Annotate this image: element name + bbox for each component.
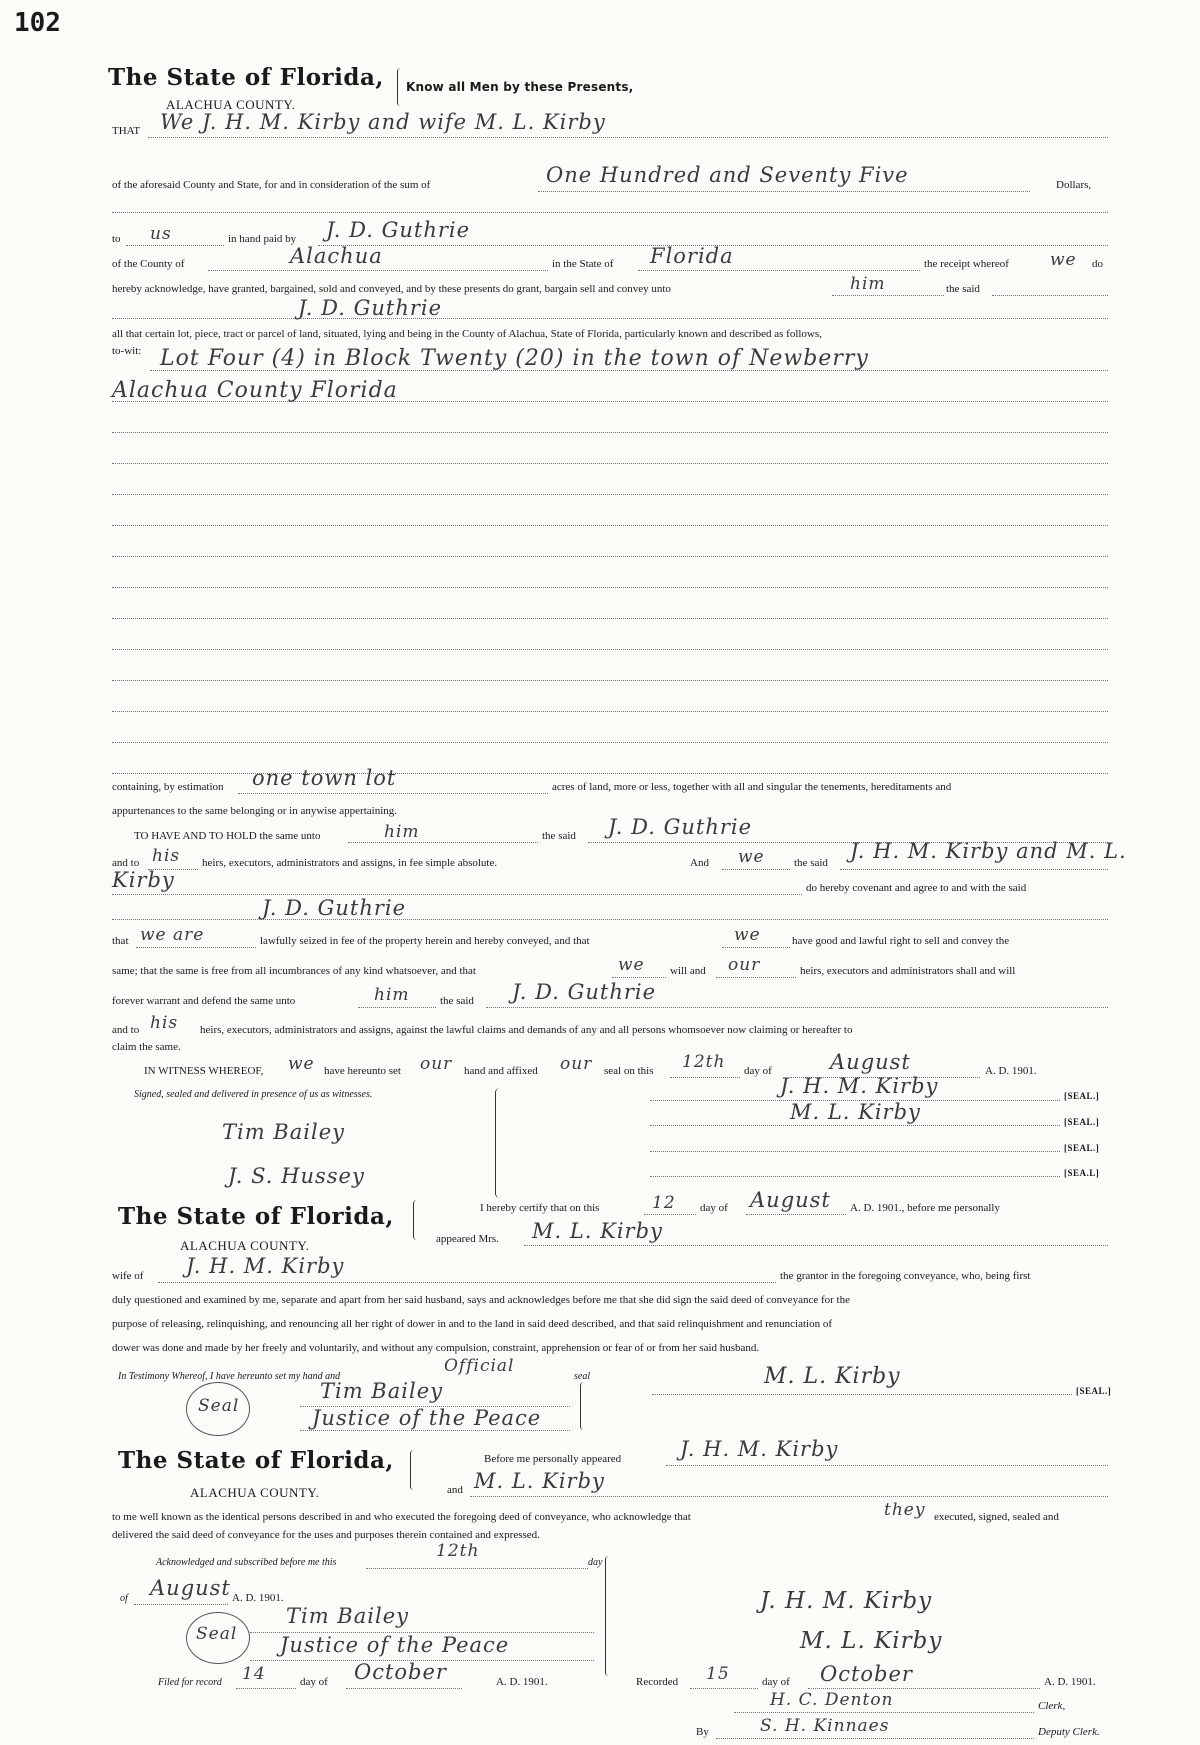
notary-stamp-text-1: Seal xyxy=(198,1396,240,1416)
ack-ad-label: A. D. 1901. xyxy=(232,1592,284,1604)
will-handwritten: we xyxy=(618,955,645,975)
wife-month-handwritten: August xyxy=(750,1188,831,1212)
wife-ack-county: ALACHUA COUNTY. xyxy=(180,1238,310,1253)
rule xyxy=(238,793,548,794)
rule xyxy=(644,1214,696,1215)
ack-and-handwritten: M. L. Kirby xyxy=(474,1469,605,1493)
have-good-handwritten: we xyxy=(734,925,761,945)
the-said-label: the said xyxy=(946,283,980,295)
wife-signature-handwritten: M. L. Kirby xyxy=(764,1364,901,1389)
delivered-text: delivered the said deed of conveyance for the uses and purposes therein contained and expressed. xyxy=(112,1529,540,1541)
have-handwritten: him xyxy=(384,822,420,842)
unto-handwritten: him xyxy=(850,274,886,294)
before-handwritten: J. H. M. Kirby xyxy=(680,1437,839,1461)
same-free-text: same; that the same is free from all incumbrances of any kind whatsoever, and that xyxy=(112,965,476,977)
rule xyxy=(638,270,920,271)
rule xyxy=(112,463,1108,464)
deputy-label: Deputy Clerk. xyxy=(1038,1726,1100,1738)
recorded-day-handwritten: 15 xyxy=(706,1664,730,1684)
notary-stamp-text-2: Seal xyxy=(196,1624,238,1644)
rule xyxy=(734,1712,1034,1713)
rule xyxy=(148,137,1108,138)
day-of-label: day of xyxy=(744,1065,772,1077)
rule xyxy=(992,295,1108,296)
have-set-text: have hereunto set xyxy=(324,1065,401,1077)
that-label: THAT xyxy=(112,125,141,137)
rule xyxy=(366,1568,588,1569)
deputy-handwritten: S. H. Kinnaes xyxy=(760,1716,890,1736)
recorded-month-handwritten: October xyxy=(820,1662,913,1686)
rule xyxy=(158,1282,776,1283)
wife-of-label: wife of xyxy=(112,1270,144,1282)
seal-1: [SEAL.] xyxy=(1064,1091,1100,1101)
grantee-handwritten: J. D. Guthrie xyxy=(298,296,443,320)
rule xyxy=(840,869,1108,870)
witness-2-handwritten: J. S. Hussey xyxy=(228,1164,365,1188)
seized-handwritten: we are xyxy=(140,925,205,945)
page-number: 102 xyxy=(14,8,61,38)
county-label: ALACHUA COUNTY. xyxy=(166,97,296,112)
known-text: to me well known as the identical persons described in and who executed the foregoing deed of conveyance, who acknowledge that xyxy=(112,1511,691,1523)
our-hand-handwritten: our xyxy=(420,1054,453,1074)
seal-4: [SEA.L] xyxy=(1064,1168,1100,1178)
rule xyxy=(650,1151,1060,1152)
state-handwritten: Florida xyxy=(650,244,734,268)
wife-ad-before: A. D. 1901., before me personally xyxy=(850,1202,1000,1214)
rule xyxy=(348,842,538,843)
rule xyxy=(112,680,1108,681)
filed-day-handwritten: 14 xyxy=(242,1664,266,1684)
rule xyxy=(112,494,1108,495)
will-and-text: will and xyxy=(670,965,706,977)
rule xyxy=(524,1245,1108,1246)
wife-para-2: purpose of releasing, relinquishing, and renouncing all her right of dower in and to the land in said deed described, and that said relinquishment and renunciation of xyxy=(112,1318,832,1330)
wife-ack-brace xyxy=(413,1200,420,1240)
certify-text: I hereby certify that on this xyxy=(480,1202,600,1214)
rule xyxy=(208,270,548,271)
the-said-label-3: the said xyxy=(794,857,828,869)
covenant-name-handwritten: J. H. M. Kirby and M. L. xyxy=(850,839,1127,863)
executed-text: executed, signed, sealed and xyxy=(934,1511,1059,1523)
wife-day-of: day of xyxy=(700,1202,728,1214)
the-said-label-4: the said xyxy=(440,995,474,1007)
have-good-text: have good and lawful right to sell and convey the xyxy=(792,935,1010,947)
seal-word: seal xyxy=(574,1371,591,1382)
ack-brace xyxy=(410,1450,417,1490)
and-we-handwritten: we xyxy=(738,847,765,867)
rule xyxy=(690,1688,758,1689)
rule xyxy=(346,1688,462,1689)
rule xyxy=(236,1688,296,1689)
to-handwritten: us xyxy=(150,224,172,244)
rule xyxy=(470,1496,1108,1497)
to-label: to xyxy=(112,233,121,245)
before-me-text: Before me personally appeared xyxy=(484,1453,622,1465)
rule xyxy=(716,977,796,978)
rule xyxy=(746,1214,846,1215)
heirs-exec-text: heirs, executors and administrators shall and will xyxy=(800,965,1016,977)
his-handwritten: his xyxy=(152,846,181,866)
our-seal-handwritten: our xyxy=(560,1054,593,1074)
witness-we-handwritten: we xyxy=(288,1054,315,1074)
witness-brace xyxy=(495,1088,504,1198)
wife-para-1: duly questioned and examined by me, separate and apart from her said husband, says and acknowledges before me that she did sign the said deed of conveyance for the xyxy=(112,1294,850,1306)
ack-and-label: and xyxy=(447,1484,463,1496)
hand-affixed-text: hand and affixed xyxy=(464,1065,538,1077)
consideration-text: of the aforesaid County and State, for and in consideration of the sum of xyxy=(112,179,431,191)
they-handwritten: they xyxy=(884,1500,926,1520)
rule xyxy=(358,1007,436,1008)
rule xyxy=(652,1394,1072,1395)
heirs-against-text: heirs, executors, administrators and assigns, against the lawful claims and demands of any and all persons whomsoever now claiming or hereafter to xyxy=(200,1024,853,1036)
ack-state-header: The State of Florida, xyxy=(118,1447,394,1474)
covenant-text: do hereby covenant and agree to and with the said xyxy=(806,882,1027,894)
dollars-label: Dollars, xyxy=(1056,179,1092,191)
rule xyxy=(722,869,790,870)
lawfully-text: lawfully seized in fee of the property herein and hereby conveyed, and that xyxy=(260,935,590,947)
defend-name-handwritten: J. D. Guthrie xyxy=(512,980,657,1004)
rule xyxy=(112,556,1108,557)
covenant-name-2-handwritten: Kirby xyxy=(112,868,175,892)
ack-month-handwritten: August xyxy=(150,1576,231,1600)
clerk-handwritten: H. C. Denton xyxy=(770,1690,894,1710)
rule xyxy=(112,587,1108,588)
header-brace xyxy=(397,68,404,106)
ack-officer-handwritten: Tim Bailey xyxy=(286,1604,409,1628)
grantor-handwritten: We J. H. M. Kirby and wife M. L. Kirby xyxy=(160,110,606,134)
ack-brace-2 xyxy=(605,1556,612,1676)
ad-label: A. D. 1901. xyxy=(985,1065,1037,1077)
ack-of-word: of xyxy=(120,1593,128,1604)
official-handwritten: Official xyxy=(444,1356,515,1376)
rule xyxy=(112,742,1108,743)
and-label: And xyxy=(690,857,709,869)
rule xyxy=(722,947,790,948)
defend-unto-handwritten: him xyxy=(374,985,410,1005)
witness-1-handwritten: Tim Bailey xyxy=(222,1120,345,1144)
paid-by-handwritten: J. D. Guthrie xyxy=(326,218,471,242)
know-all-men: Know all Men by these Presents, xyxy=(406,80,634,94)
rule xyxy=(808,1688,1040,1689)
grantor-text: the grantor in the foregoing conveyance, who, being first xyxy=(780,1270,1031,1282)
rule xyxy=(486,1007,1108,1008)
rule xyxy=(112,649,1108,650)
appeared-text: appeared Mrs. xyxy=(436,1233,499,1245)
rule xyxy=(134,1604,228,1605)
wife-seal: [SEAL.] xyxy=(1076,1386,1112,1396)
rule xyxy=(112,894,802,895)
filed-day-of: day of xyxy=(300,1676,328,1688)
rule xyxy=(832,295,944,296)
containing-text: containing, by estimation xyxy=(112,781,224,793)
to-wit-label: to-wit: xyxy=(112,345,142,357)
all-that-text: all that certain lot, piece, tract or parcel of land, situated, lying and being in the County of Alachua, State of Florida, particularly known and described as follows, xyxy=(112,328,822,340)
ack-day-handwritten: 12th xyxy=(436,1541,480,1561)
month-handwritten: August xyxy=(830,1050,911,1074)
wife-of-handwritten: J. H. M. Kirby xyxy=(186,1254,345,1278)
rule xyxy=(650,1125,1060,1126)
to-have-text: TO HAVE AND TO HOLD the same unto xyxy=(134,830,321,842)
claim-same-text: claim the same. xyxy=(112,1041,181,1053)
rule xyxy=(112,618,1108,619)
wife-day-handwritten: 12 xyxy=(652,1193,676,1213)
rule xyxy=(112,525,1108,526)
rule xyxy=(670,1077,740,1078)
seal-2: [SEAL.] xyxy=(1064,1117,1100,1127)
forever-text: forever warrant and defend the same unto xyxy=(112,995,296,1007)
wife-title-handwritten: Justice of the Peace xyxy=(312,1406,542,1430)
rule xyxy=(112,432,1108,433)
his-2-handwritten: his xyxy=(150,1013,179,1033)
and-to-label-2: and to xyxy=(112,1024,140,1036)
description-line-2: Alachua County Florida xyxy=(112,378,398,403)
ack-county: ALACHUA COUNTY. xyxy=(190,1485,320,1500)
ack-title-handwritten: Justice of the Peace xyxy=(280,1633,510,1657)
wife-officer-handwritten: Tim Bailey xyxy=(320,1379,443,1403)
rule xyxy=(300,1430,570,1431)
rule xyxy=(612,977,666,978)
county-handwritten: Alachua xyxy=(290,244,383,268)
do-label: do xyxy=(1092,258,1103,270)
rule xyxy=(112,212,1108,213)
filed-text: Filed for record xyxy=(158,1677,222,1688)
our-handwritten: our xyxy=(728,955,761,975)
ack-day-word: day xyxy=(588,1557,603,1568)
have-name-handwritten: J. D. Guthrie xyxy=(608,815,753,839)
in-state-label: in the State of xyxy=(552,258,614,270)
wife-ack-state-header: The State of Florida, xyxy=(118,1203,394,1230)
recorded-text: Recorded xyxy=(636,1676,679,1688)
receipt-handwritten: we xyxy=(1050,250,1077,270)
rule xyxy=(136,947,256,948)
filed-month-handwritten: October xyxy=(354,1660,447,1684)
and-to-label: and to xyxy=(112,857,140,869)
clerk-label: Clerk, xyxy=(1038,1700,1066,1712)
description-line-1: Lot Four (4) in Block Twenty (20) in the town of Newberry xyxy=(160,346,869,371)
seal-3: [SEAL.] xyxy=(1064,1143,1100,1153)
day-handwritten: 12th xyxy=(682,1052,726,1072)
rule xyxy=(112,318,1108,319)
containing-handwritten: one town lot xyxy=(252,766,397,790)
appurtenances-text: appurtenances to the same belonging or in anywise appertaining. xyxy=(112,805,397,817)
signed-sealed-text: Signed, sealed and delivered in presence of us as witnesses. xyxy=(134,1089,373,1100)
covenant-with-handwritten: J. D. Guthrie xyxy=(262,896,407,920)
by-label: By xyxy=(696,1726,709,1738)
rule xyxy=(716,1738,1034,1739)
in-hand-paid: in hand paid by xyxy=(228,233,297,245)
signature-2-handwritten: M. L. Kirby xyxy=(790,1100,921,1124)
rule xyxy=(666,1465,1108,1466)
acres-text: acres of land, more or less, together with all and singular the tenements, hereditaments and xyxy=(552,781,952,793)
hereby-acknowledge: hereby acknowledge, have granted, bargained, sold and conveyed, and by these presents do grant, bargain sell and convey unto xyxy=(112,283,671,295)
that-label-2: that xyxy=(112,935,129,947)
seal-on-this-text: seal on this xyxy=(604,1065,654,1077)
filed-ad: A. D. 1901. xyxy=(496,1676,548,1688)
wife-para-3: dower was done and made by her freely and voluntarily, and without any compulsion, constraint, apprehension or fear of or from her said husband. xyxy=(112,1342,760,1354)
testimony-brace xyxy=(580,1382,587,1430)
rule xyxy=(112,711,1108,712)
appeared-handwritten: M. L. Kirby xyxy=(532,1219,663,1243)
witness-whereof: IN WITNESS WHEREOF, xyxy=(144,1065,264,1077)
rule xyxy=(650,1176,1060,1177)
ack-signature-1-handwritten: J. H. M. Kirby xyxy=(760,1588,933,1614)
ack-signature-2-handwritten: M. L. Kirby xyxy=(800,1628,943,1654)
of-county-label: of the County of xyxy=(112,258,185,270)
state-header: The State of Florida, xyxy=(108,64,384,91)
testimony-text: In Testimony Whereof, I have hereunto set my hand and xyxy=(118,1371,341,1382)
acknowledged-text: Acknowledged and subscribed before me this xyxy=(156,1557,337,1568)
rule xyxy=(126,245,224,246)
rule xyxy=(538,191,1030,192)
recorded-day-of: day of xyxy=(762,1676,790,1688)
recorded-ad: A. D. 1901. xyxy=(1044,1676,1096,1688)
amount-handwritten: One Hundred and Seventy Five xyxy=(546,163,909,187)
heirs-fee-text: heirs, executors, administrators and assigns, in fee simple absolute. xyxy=(202,857,498,869)
the-said-label-2: the said xyxy=(542,830,576,842)
signature-1-handwritten: J. H. M. Kirby xyxy=(780,1074,939,1098)
receipt-label: the receipt whereof xyxy=(924,258,1009,270)
